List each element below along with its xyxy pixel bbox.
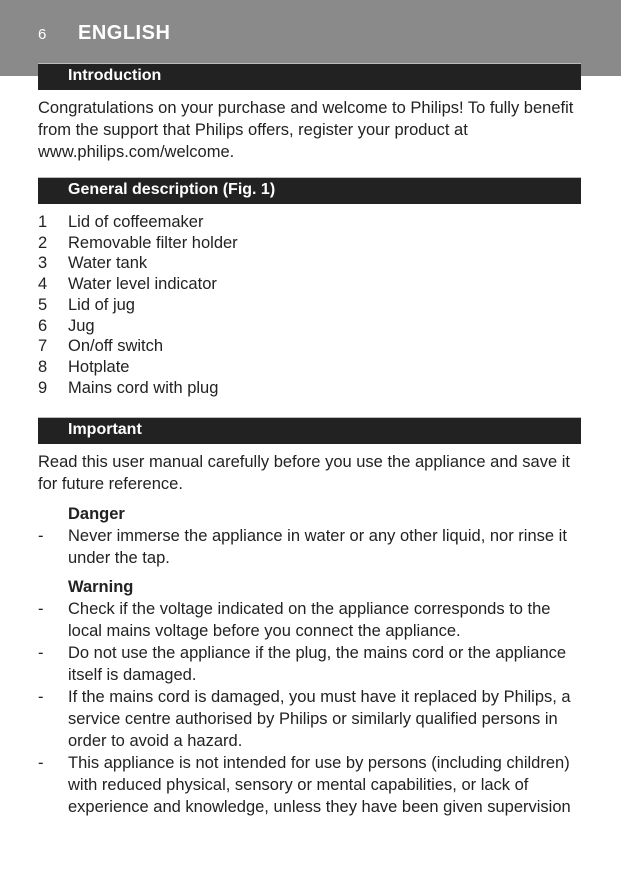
item-number: 9	[38, 378, 48, 397]
warning-list	[38, 598, 583, 818]
item-text: Never immerse the appliance in water or any other liquid, nor rinse it under the tap.	[68, 527, 567, 567]
list-item	[38, 378, 583, 399]
item-label: Lid of coffeemaker	[68, 213, 204, 231]
item-text: If the mains cord is damaged, you must have it replaced by Philips, a service centre authorised by Philips or similarly qualified persons in order to avoid a hazard.	[68, 688, 571, 750]
item-label: On/off switch	[68, 337, 164, 356]
item-number: 6	[38, 316, 48, 335]
list-item: - This appliance is not intended for use by persons (including children) with reduced physical, sensory or mental capabilities, or lack of experience and knowledge, unless they have been given supervision	[38, 754, 571, 816]
section-title: General description (Fig. 1)	[68, 181, 276, 198]
item-label: Water level indicator	[68, 275, 217, 294]
list-item: - If the mains cord is damaged, you must have it replaced by Philips, a service centre authorised by Philips or similarly qualified persons in order to avoid a hazard.	[38, 688, 571, 750]
section-header-general-description	[38, 177, 581, 204]
item-text: Check if the voltage indicated on the appliance corresponds to the local mains voltage before you connect the appliance.	[68, 600, 551, 640]
list-item	[38, 295, 583, 316]
item-number: 7	[38, 337, 48, 356]
item-label: Hotplate	[68, 357, 130, 376]
list-item	[38, 253, 583, 274]
item-number: 8	[38, 357, 48, 376]
item-text: This appliance is not intended for use by persons (including children) with reduced physical, sensory or mental capabilities, or lack of experience and knowledge, unless they have been given supervision	[68, 754, 571, 816]
item-text: Do not use the appliance if the plug, the mains cord or the appliance itself is damaged.	[68, 644, 567, 684]
warning-heading: Warning	[68, 578, 134, 596]
item-label: Water tank	[68, 254, 148, 273]
danger-list	[38, 525, 583, 569]
section-header-important	[38, 417, 581, 444]
list-item	[38, 336, 583, 357]
item-number: 4	[38, 275, 48, 294]
item-label: Removable filter holder	[68, 233, 238, 252]
item-number: 3	[38, 254, 48, 273]
list-item	[38, 233, 583, 254]
list-item	[38, 274, 583, 295]
list-item	[38, 212, 583, 233]
list-item	[38, 357, 583, 378]
item-label: Jug	[68, 316, 95, 335]
section-title: Introduction	[68, 67, 162, 84]
parts-list	[38, 212, 583, 398]
item-number: 5	[38, 295, 48, 314]
page-number: 6	[38, 26, 47, 43]
list-item: - Do not use the appliance if the plug, the mains cord or the appliance itself is damaged.	[38, 644, 567, 684]
important-paragraph: Read this user manual carefully before you use the appliance and save it for future reference.	[38, 453, 570, 493]
item-label: Lid of jug	[68, 295, 135, 314]
list-item	[38, 316, 583, 337]
item-number: 1	[38, 213, 48, 231]
section-header-introduction	[38, 63, 581, 90]
danger-heading: Danger	[68, 505, 125, 523]
list-item: - Never immerse the appliance in water or any other liquid, nor rinse it under the tap.	[38, 527, 567, 567]
section-title: Important	[68, 421, 142, 438]
item-number: 2	[38, 233, 48, 252]
item-label: Mains cord with plug	[68, 378, 219, 397]
language-heading: ENGLISH	[78, 22, 171, 44]
list-item: - Check if the voltage indicated on the appliance corresponds to the local mains voltage before you connect the appliance.	[38, 600, 551, 640]
introduction-paragraph: Congratulations on your purchase and welcome to Philips! To fully benefit from the support that Philips offers, register your product at www.philips.com/welcome.	[38, 99, 574, 161]
